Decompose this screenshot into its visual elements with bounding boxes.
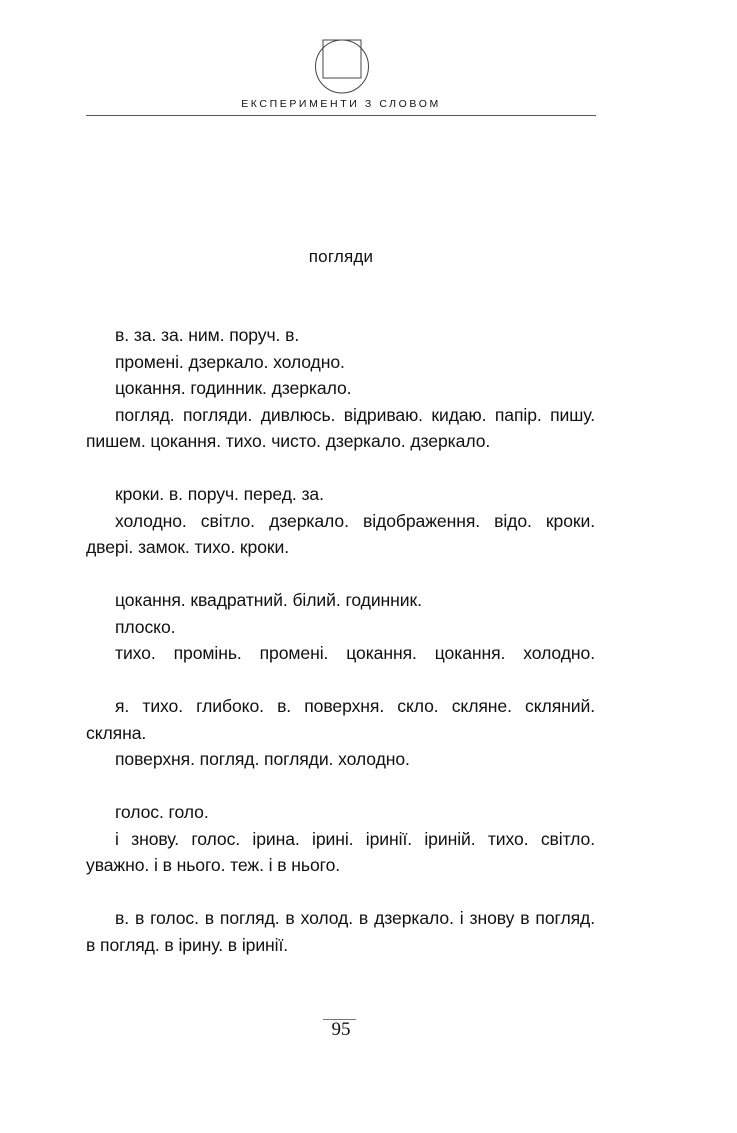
- circle-square-emblem-icon: [313, 38, 371, 94]
- stanza: [86, 905, 595, 958]
- poem-body: [86, 322, 595, 985]
- poem-line: цокання. квадратний. білий. годинник.: [115, 590, 422, 610]
- poem-line: голос. голо.: [115, 802, 209, 822]
- stanza: [86, 322, 595, 455]
- poem-line: в. за. за. ним. поруч. в.: [115, 325, 300, 345]
- poem-line: цокання. годинник. дзеркало.: [115, 378, 352, 398]
- poem-line: поверхня. погляд. погляди. холодно.: [115, 749, 410, 769]
- poem-line: холодно. світло. дзеркало. відображення. відо. кроки. двері. замок. тихо. кроки.: [86, 510, 595, 557]
- poem-line: і знову. голос. ірина. ірині. іринії. іриній. тихо. світло. уважно. і в нього. теж. і в нього.: [86, 828, 595, 875]
- running-header: ЕКСПЕРИМЕНТИ З СЛОВОМ: [241, 98, 441, 110]
- stanza: [86, 799, 595, 879]
- poem-line: погляд. погляди. дивлюсь. відриваю. кидаю. папір. пишу. пишем. цокання. тихо. чисто. дзеркало. дзеркало.: [86, 404, 595, 451]
- poem-line: тихо. промінь. промені. цокання. цокання. холодно.: [115, 643, 595, 663]
- poem-line: плоско.: [115, 616, 176, 637]
- stanza: [86, 481, 595, 561]
- poem-line: я. тихо. глибоко. в. поверхня. скло. скляне. скляний. скляна.: [86, 696, 595, 743]
- poem-line: кроки. в. поруч. перед. за.: [115, 484, 324, 504]
- header-rule: [86, 115, 596, 116]
- stanza: [86, 587, 595, 667]
- stanza: [86, 693, 595, 773]
- poem-line: в. в голос. в погляд. в холод. в дзеркало. і знову в погляд. в погляд. в ірину. в іринії.: [86, 908, 595, 955]
- poem-title: погляди: [308, 247, 374, 266]
- page-number: 95: [331, 1019, 351, 1040]
- poem-line: промені. дзеркало. холодно.: [115, 351, 345, 372]
